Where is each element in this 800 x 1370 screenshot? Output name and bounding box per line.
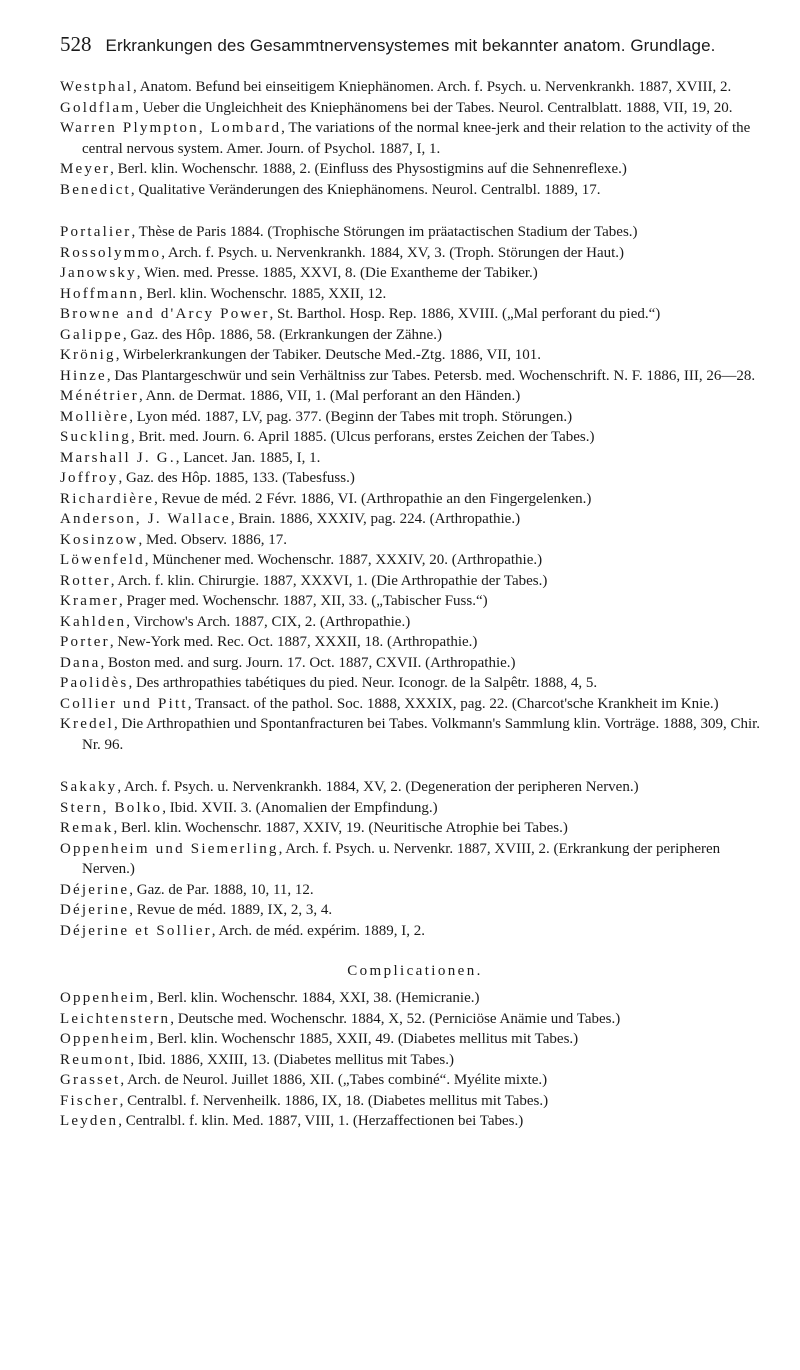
entry-text: , Gaz. de Par. 1888, 10, 11, 12. bbox=[129, 881, 314, 898]
bibliography-entry bbox=[60, 653, 770, 674]
entry-text: , Berl. klin. Wochenschr. 1887, XXIV, 19. (Neuritische Atrophie bei Tabes.) bbox=[113, 820, 568, 836]
bibliography-entry bbox=[60, 839, 770, 880]
entry-text: , Arch. f. Psych. u. Nervenkrankh. 1884, XV, 2. (Degeneration der peripheren Nerven.) bbox=[117, 779, 639, 795]
entry-text: , Wien. med. Presse. 1885, XXVI, 8. (Die Exantheme der Tabiker.) bbox=[136, 265, 538, 281]
entry-text: , Berl. klin. Wochenschr. 1885, XXII, 12. bbox=[138, 285, 387, 302]
entry-text: , Brit. med. Journ. 6. April 1885. (Ulcus perforans, erstes Zeichen der Tabes.) bbox=[130, 429, 595, 445]
entry-author: Remak bbox=[60, 820, 114, 836]
entry-author: Leyden bbox=[60, 1113, 119, 1129]
bibliography-entry bbox=[60, 118, 770, 159]
entry-author: Richardière bbox=[60, 490, 155, 507]
entry-author: Sakaky bbox=[60, 779, 118, 795]
bibliography-entry bbox=[60, 612, 770, 633]
bibliography-entry bbox=[60, 222, 770, 243]
entry-text: , Arch. de Neurol. Juillet 1886, XII. („Tabes combiné“. Myélite mixte.) bbox=[120, 1072, 548, 1088]
entry-author: Paolidès bbox=[60, 675, 129, 691]
entry-text: , Ueber die Ungleichheit des Kniephänomens bei der Tabes. Neurol. Centralblatt. 1888, VII, 19, 20. bbox=[135, 99, 733, 116]
bibliography-entry bbox=[60, 880, 770, 901]
bibliography-entry bbox=[60, 77, 770, 98]
entry-author: Warren Plympton, Lombard bbox=[60, 120, 282, 136]
entry-text: , Transact. of the pathol. Soc. 1888, XXXIX, pag. 22. (Charcot'sche Krankheit im Knie.) bbox=[187, 695, 719, 712]
bibliography-entry bbox=[60, 407, 770, 428]
bibliography-entry bbox=[60, 325, 770, 346]
entry-author: Grasset bbox=[60, 1072, 121, 1088]
entry-text: , Ann. de Dermat. 1886, VII, 1. (Mal perforant an den Händen.) bbox=[138, 388, 521, 404]
entry-text: , Brain. 1886, XXXIV, pag. 224. (Arthropathie.) bbox=[230, 511, 521, 527]
bibliography-entry bbox=[60, 673, 770, 694]
bibliography-entry bbox=[60, 714, 770, 755]
bibliography-entry bbox=[60, 777, 770, 798]
entry-author: Hoffmann bbox=[60, 285, 139, 302]
entry-text: , Boston med. and surg. Journ. 17. Oct. 1887, CXVII. (Arthropathie.) bbox=[100, 654, 516, 671]
running-title: Erkrankungen des Gesammtnervensystemes mit bekannter anatom. Grundlage. bbox=[105, 36, 716, 55]
entry-text: , Qualitative Veränderungen des Kniephänomens. Neurol. Centralbl. 1889, 17. bbox=[130, 181, 601, 198]
reference-group bbox=[60, 77, 770, 200]
entry-author: Déjerine bbox=[60, 902, 130, 918]
entry-text: , Des arthropathies tabétiques du pied. Neur. Iconogr. de la Salpêtr. 1888, 4, 5. bbox=[128, 675, 598, 691]
bibliography-entry bbox=[60, 284, 770, 305]
entry-author: Déjerine et Sollier bbox=[60, 922, 212, 939]
bibliography-entry bbox=[60, 468, 770, 489]
entry-text: , Die Arthropathien und Spontanfracturen bei Tabes. Volkmann's Sammlung klin. Vorträge. 1888, 309, Chir. Nr. 96. bbox=[82, 716, 761, 753]
bibliography-entry bbox=[60, 263, 770, 284]
bibliography-entry bbox=[60, 632, 770, 653]
entry-text: , New-York med. Rec. Oct. 1887, XXXII, 18. (Arthropathie.) bbox=[109, 634, 478, 650]
entry-author: Ménétrier bbox=[60, 388, 139, 404]
bibliography-entry bbox=[60, 798, 770, 819]
entry-text: , Anatom. Befund bei einseitigem Kniephänomen. Arch. f. Psych. u. Nervenkrankh. 1887, XVIII, 2. bbox=[133, 79, 732, 95]
entry-text: , Arch. de méd. expérim. 1889, I, 2. bbox=[211, 922, 426, 939]
bibliography-entry bbox=[60, 159, 770, 180]
entry-author: Benedict bbox=[60, 181, 131, 198]
entry-author: Kramer bbox=[60, 593, 120, 609]
bibliography-entry bbox=[60, 818, 770, 839]
bibliography-entry bbox=[60, 694, 770, 715]
bibliography-entry bbox=[60, 530, 770, 551]
entry-author: Déjerine bbox=[60, 881, 130, 898]
entry-author: Suckling bbox=[60, 429, 131, 445]
entry-text: , Centralbl. f. klin. Med. 1887, VIII, 1. (Herzaffectionen bei Tabes.) bbox=[118, 1113, 524, 1129]
entry-author: Dana bbox=[60, 654, 101, 671]
entry-author: Collier und Pitt bbox=[60, 695, 188, 712]
entry-author: Anderson, J. Wallace bbox=[60, 511, 231, 527]
entry-text: , Lyon méd. 1887, LV, pag. 377. (Beginn der Tabes mit troph. Störungen.) bbox=[129, 408, 573, 425]
page-number: 528 bbox=[60, 32, 92, 56]
entry-text: , Thèse de Paris 1884. (Trophische Störungen im präatactischen Stadium der Tabes.) bbox=[131, 224, 638, 240]
bibliography-entry bbox=[60, 98, 770, 119]
bibliography-entry bbox=[60, 345, 770, 366]
entry-author: Rotter bbox=[60, 572, 111, 589]
entry-text: , Das Plantargeschwür und sein Verhältniss zur Tabes. Petersb. med. Wochenschrift. N. F. 1886, III, 26—28. bbox=[106, 367, 756, 384]
bibliography-entry bbox=[60, 1070, 770, 1091]
page-header bbox=[60, 32, 770, 57]
entry-author: Porter bbox=[60, 634, 110, 650]
entry-text: , Gaz. des Hôp. 1885, 133. (Tabesfuss.) bbox=[118, 470, 355, 486]
entry-author: Oppenheim und Siemerling bbox=[60, 840, 279, 857]
reference-group bbox=[60, 222, 770, 755]
entry-text: , The variations of the normal knee-jerk and their relation to the activity of the central nervous system. Amer. Journ. of Psychol. 1887, I, 1. bbox=[82, 120, 751, 157]
entry-text: , Prager med. Wochenschr. 1887, XII, 33. („Tabischer Fuss.“) bbox=[119, 593, 488, 609]
bibliography-entry bbox=[60, 448, 770, 469]
bibliography-entry bbox=[60, 571, 770, 592]
entry-text: , Arch. f. klin. Chirurgie. 1887, XXXVI, 1. (Die Arthropathie der Tabes.) bbox=[110, 572, 548, 589]
entry-text: , Ibid. 1886, XXIII, 13. (Diabetes mellitus mit Tabes.) bbox=[130, 1051, 455, 1068]
bibliography-entry bbox=[60, 427, 770, 448]
bibliography-entry bbox=[60, 386, 770, 407]
bibliography-entry bbox=[60, 366, 770, 387]
entry-text: , Arch. f. Psych. u. Nervenkrankh. 1884, XV, 3. (Troph. Störungen der Haut.) bbox=[161, 244, 625, 261]
entry-author: Oppenheim bbox=[60, 990, 150, 1006]
entry-author: Hinze bbox=[60, 367, 107, 384]
bibliography-entry bbox=[60, 1009, 770, 1030]
bibliography-entry bbox=[60, 591, 770, 612]
bibliography-entry bbox=[60, 180, 770, 201]
bibliography-entry bbox=[60, 900, 770, 921]
entry-text: , Wirbelerkrankungen der Tabiker. Deutsche Med.-Ztg. 1886, VII, 101. bbox=[115, 347, 542, 363]
entry-text: , Virchow's Arch. 1887, CIX, 2. (Arthropathie.) bbox=[126, 613, 411, 630]
entry-author: Leichtenstern bbox=[60, 1010, 171, 1027]
entry-author: Löwenfeld bbox=[60, 552, 145, 568]
entry-text: , St. Barthol. Hosp. Rep. 1886, XVIII. („Mal perforant du pied.“) bbox=[269, 306, 661, 322]
entry-text: , Münchener med. Wochenschr. 1887, XXXIV, 20. (Arthropathie.) bbox=[144, 552, 543, 568]
bibliography-entry bbox=[60, 1091, 770, 1112]
entry-text: , Deutsche med. Wochenschr. 1884, X, 52. (Perniciöse Anämie und Tabes.) bbox=[170, 1010, 621, 1027]
entry-text: , Centralbl. f. Nervenheilk. 1886, IX, 18. (Diabetes mellitus mit Tabes.) bbox=[119, 1092, 549, 1109]
entry-text: , Berl. klin. Wochenschr. 1888, 2. (Einfluss des Physostigmins auf die Sehnenreflexe.) bbox=[110, 161, 627, 177]
entry-text: , Berl. klin. Wochenschr. 1884, XXI, 38. (Hemicranie.) bbox=[149, 990, 480, 1006]
entry-author: Krönig bbox=[60, 347, 116, 363]
entry-text: , Revue de méd. 1889, IX, 2, 3, 4. bbox=[129, 902, 333, 918]
entry-author: Fischer bbox=[60, 1092, 120, 1109]
entry-author: Marshall J. G. bbox=[60, 449, 176, 466]
entry-text: , Ibid. XVII. 3. (Anomalien der Empfindung.) bbox=[162, 799, 438, 816]
bibliography-entry bbox=[60, 550, 770, 571]
entry-text: , Lancet. Jan. 1885, I, 1. bbox=[175, 449, 321, 466]
entry-author: Westphal bbox=[60, 79, 134, 95]
entry-author: Janowsky bbox=[60, 265, 137, 281]
bibliography-entry bbox=[60, 489, 770, 510]
entry-author: Kosinzow bbox=[60, 531, 139, 548]
bibliography-entry bbox=[60, 1029, 770, 1050]
bibliography-entry bbox=[60, 304, 770, 325]
bibliography-entry bbox=[60, 988, 770, 1009]
reference-group bbox=[60, 777, 770, 941]
bibliography-entry bbox=[60, 921, 770, 942]
entry-author: Mollière bbox=[60, 408, 130, 425]
entry-author: Stern, Bolko bbox=[60, 799, 163, 816]
entry-text: , Med. Observ. 1886, 17. bbox=[138, 531, 288, 548]
bibliography-entry bbox=[60, 1111, 770, 1132]
entry-author: Kredel bbox=[60, 716, 115, 732]
bibliography-entry bbox=[60, 243, 770, 264]
bibliography-entry bbox=[60, 1050, 770, 1071]
entry-text: , Gaz. des Hôp. 1886, 58. (Erkrankungen der Zähne.) bbox=[122, 326, 442, 343]
complications-list bbox=[60, 988, 770, 1132]
entry-author: Portalier bbox=[60, 224, 132, 240]
entry-text: , Revue de méd. 2 Févr. 1886, VI. (Arthropathie an den Fingergelenken.) bbox=[154, 490, 592, 507]
entry-author: Rossolymmo bbox=[60, 244, 162, 261]
entry-text: , Berl. klin. Wochenschr 1885, XXII, 49. (Diabetes mellitus mit Tabes.) bbox=[149, 1031, 579, 1047]
entry-author: Meyer bbox=[60, 161, 111, 177]
entry-author: Joffroy bbox=[60, 470, 119, 486]
entry-author: Reumont bbox=[60, 1051, 131, 1068]
entry-author: Goldflam bbox=[60, 99, 136, 116]
bibliography-entry bbox=[60, 509, 770, 530]
entry-author: Kahlden bbox=[60, 613, 127, 630]
entry-author: Oppenheim bbox=[60, 1031, 150, 1047]
entry-author: Browne and d'Arcy Power bbox=[60, 306, 270, 322]
bibliography bbox=[60, 77, 770, 941]
section-heading-complications: Complicationen. bbox=[347, 963, 483, 979]
entry-text: , Arch. f. Psych. u. Nervenkr. 1887, XVIII, 2. (Erkrankung der peripheren Nerven.) bbox=[82, 840, 721, 877]
entry-author: Galippe bbox=[60, 326, 123, 343]
